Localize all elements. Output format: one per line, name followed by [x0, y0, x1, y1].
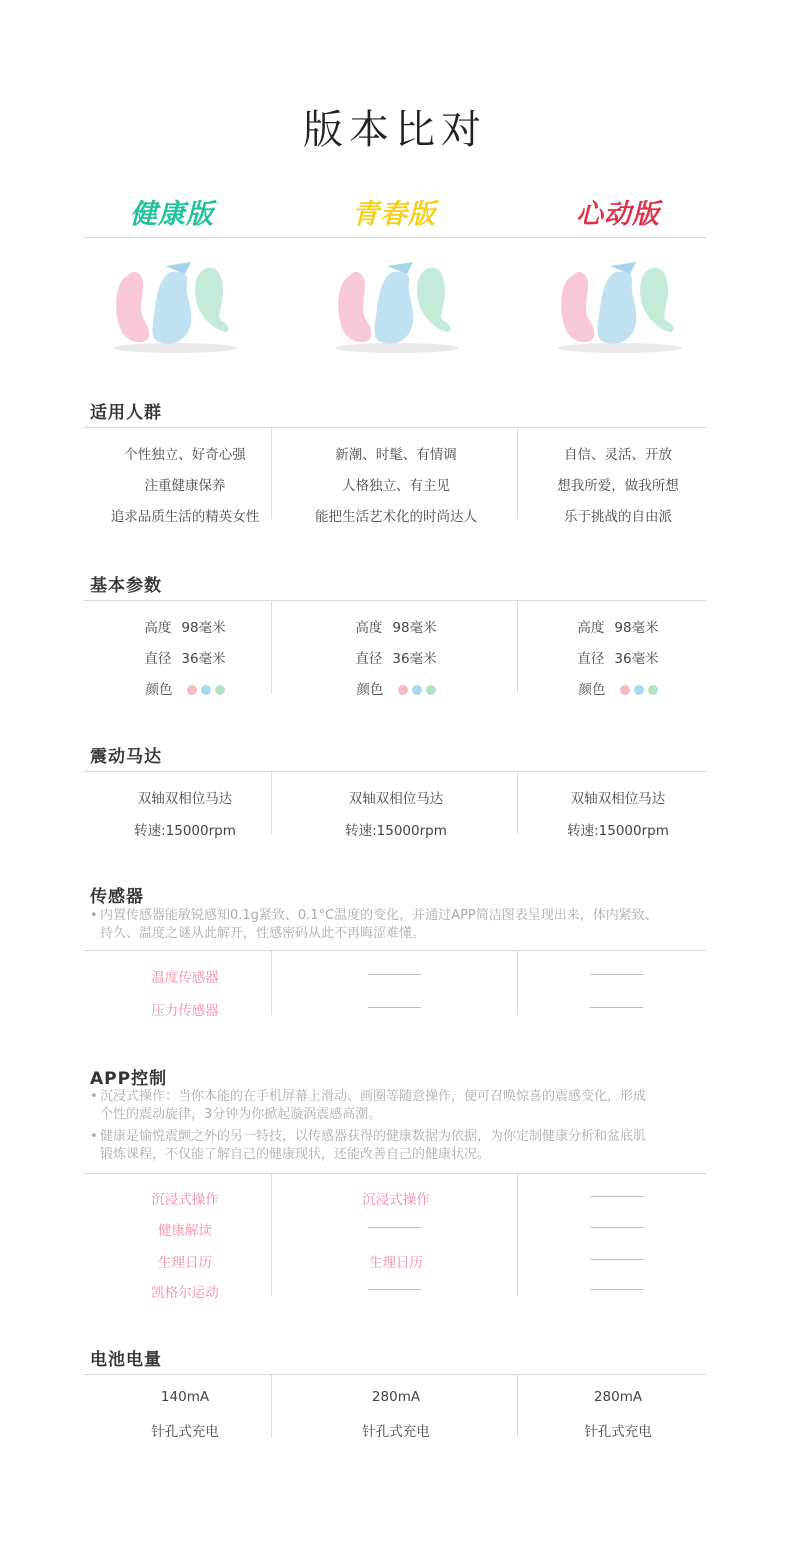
period-calendar-feature: 生理日历: [369, 1255, 423, 1271]
color-dot-blue: [412, 685, 422, 695]
height-label: 高度: [144, 620, 172, 636]
section-title-sensor: 传感器: [90, 887, 144, 907]
not-available-dash: [368, 1007, 421, 1008]
sensor-note-line: 持久、温度之谜从此解开，性感密码从此不再晦涩难懂。: [100, 926, 426, 941]
height-value: 98毫米: [392, 620, 437, 636]
app-note-line: 沉浸式操作：当你本能的在手机屏幕上滑动、画圈等随意操作，便可召唤惊喜的震感变化，形成: [100, 1089, 647, 1104]
color-dot-pink: [620, 685, 630, 695]
color-label: 颜色: [578, 682, 606, 698]
height-row: [286, 616, 506, 636]
color-dot-green: [648, 685, 658, 695]
kegel-exercise-feature: 凯格尔运动: [151, 1285, 219, 1301]
section-divider: [84, 950, 706, 951]
height-label: 高度: [355, 620, 383, 636]
diameter-label: 直径: [577, 651, 605, 667]
column-divider: [517, 1174, 518, 1296]
app-note-line: 个性的震动旋律，3分钟为你掀起漩涡震感高潮。: [100, 1107, 382, 1122]
battery-capacity: 140mA: [160, 1389, 210, 1405]
not-available-dash: [590, 1289, 643, 1290]
diameter-value: 36毫米: [614, 651, 659, 667]
color-dot-blue: [201, 685, 211, 695]
audience-cell: 注重健康保养: [144, 478, 226, 494]
section-title-motor: 震动马达: [90, 747, 162, 767]
color-label: 颜色: [356, 682, 384, 698]
section-title-params: 基本参数: [90, 576, 162, 596]
not-available-dash: [590, 974, 643, 975]
sensor-note: [90, 907, 715, 943]
color-dot-pink: [187, 685, 197, 695]
charging-type: 针孔式充电: [362, 1424, 430, 1440]
bullet: •: [90, 1089, 98, 1104]
section-divider: [84, 771, 706, 772]
motor-type: 双轴双相位马达: [137, 791, 233, 807]
version-youth-heading: 青春版: [352, 199, 436, 230]
product-image-health: [105, 252, 245, 356]
pressure-sensor-feature: 压力传感器: [151, 1003, 219, 1019]
motor-speed: 转速:15000rpm: [134, 823, 236, 839]
diameter-row: [286, 647, 506, 667]
version-health-heading: 健康版: [130, 199, 214, 230]
app-note: [90, 1088, 715, 1164]
column-divider: [517, 951, 518, 1015]
page-title: 版本比对: [303, 107, 487, 153]
motor-speed: 转速:15000rpm: [345, 823, 447, 839]
section-divider: [84, 600, 706, 601]
color-dot-green: [215, 685, 225, 695]
color-label: 颜色: [145, 682, 173, 698]
height-value: 98毫米: [614, 620, 659, 636]
bullet: •: [90, 908, 98, 923]
diameter-value: 36毫米: [392, 651, 437, 667]
audience-cell: 自信、灵活、开放: [564, 447, 672, 463]
color-row: [286, 678, 506, 698]
period-calendar-feature: 生理日历: [158, 1255, 212, 1271]
audience-cell: 人格独立、有主见: [342, 478, 450, 494]
battery-capacity: 280mA: [593, 1389, 643, 1405]
height-row: [518, 616, 718, 636]
section-divider: [84, 1173, 706, 1174]
color-row: [84, 678, 286, 698]
height-row: [84, 616, 286, 636]
color-row: [518, 678, 718, 698]
app-note-line: 锻炼课程，不仅能了解自己的健康现状，还能改善自己的健康状况。: [100, 1147, 491, 1162]
section-divider: [84, 1374, 706, 1375]
audience-cell: 能把生活艺术化的时尚达人: [315, 509, 477, 525]
app-note-line: 健康是愉悦震颤之外的另一特技，以传感器获得的健康数据为依据，为你定制健康分析和盆底肌: [100, 1129, 647, 1144]
motor-type: 双轴双相位马达: [348, 791, 444, 807]
motor-type: 双轴双相位马达: [570, 791, 666, 807]
audience-cell: 乐于挑战的自由派: [564, 509, 672, 525]
temperature-sensor-feature: 温度传感器: [151, 970, 219, 986]
immersive-control-feature: 沉浸式操作: [362, 1192, 430, 1208]
product-image-heartbeat: [550, 252, 690, 356]
not-available-dash: [590, 1196, 643, 1197]
not-available-dash: [368, 1227, 421, 1228]
diameter-label: 直径: [355, 651, 383, 667]
sensor-note-line: 内置传感器能敏锐感知0.1g紧致、0.1°C温度的变化，并通过APP简洁图表呈现出来，体内紧致、: [100, 908, 658, 923]
audience-cell: 想我所爱，做我所想: [557, 478, 679, 494]
header-divider: [84, 237, 706, 238]
diameter-row: [84, 647, 286, 667]
audience-cell: 追求品质生活的精英女性: [110, 509, 260, 525]
color-dot-green: [426, 685, 436, 695]
audience-cell: 新潮、时髦、有情调: [335, 447, 457, 463]
diameter-value: 36毫米: [181, 651, 226, 667]
bullet: •: [90, 1129, 98, 1144]
audience-cell: 个性独立、好奇心强: [124, 447, 246, 463]
immersive-control-feature: 沉浸式操作: [151, 1192, 219, 1208]
diameter-row: [518, 647, 718, 667]
not-available-dash: [368, 1289, 421, 1290]
color-dot-blue: [634, 685, 644, 695]
battery-capacity: 280mA: [371, 1389, 421, 1405]
motor-speed: 转速:15000rpm: [567, 823, 669, 839]
charging-type: 针孔式充电: [584, 1424, 652, 1440]
charging-type: 针孔式充电: [151, 1424, 219, 1440]
not-available-dash: [368, 974, 421, 975]
section-divider: [84, 427, 706, 428]
diameter-label: 直径: [144, 651, 172, 667]
health-reading-feature: 健康解读: [158, 1223, 212, 1239]
product-image-youth: [327, 252, 467, 356]
section-title-battery: 电池电量: [90, 1350, 162, 1370]
height-label: 高度: [577, 620, 605, 636]
not-available-dash: [590, 1259, 643, 1260]
section-title-audience: 适用人群: [90, 403, 162, 423]
color-dot-pink: [398, 685, 408, 695]
height-value: 98毫米: [181, 620, 226, 636]
section-title-app: APP控制: [90, 1069, 168, 1089]
not-available-dash: [590, 1007, 643, 1008]
not-available-dash: [590, 1227, 643, 1228]
version-heartbeat-heading: 心动版: [576, 199, 660, 230]
